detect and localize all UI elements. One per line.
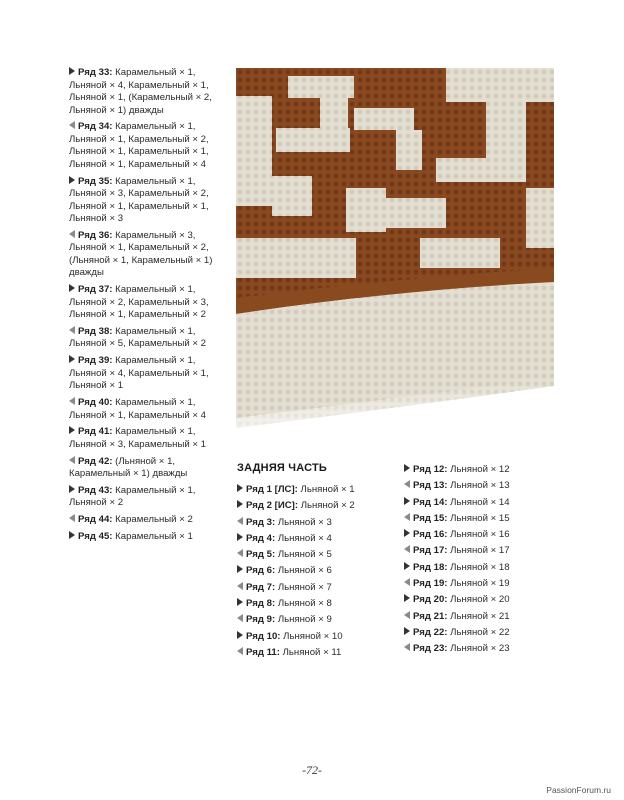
row-text: Льняной × 11 bbox=[282, 646, 342, 658]
arrow-right-icon bbox=[404, 627, 410, 635]
row-label: Ряд 19: bbox=[413, 578, 448, 590]
row-label: Ряд 44: bbox=[78, 514, 113, 526]
row-label: Ряд 10: bbox=[246, 630, 281, 642]
row-text: Льняной × 8 bbox=[277, 598, 332, 610]
row-text: Карамельный × 1, Льняной × 2 bbox=[69, 484, 196, 509]
row-label: Ряд 11: bbox=[246, 646, 280, 658]
row-label: Ряд 42: bbox=[78, 455, 113, 467]
row-label: Ряд 4: bbox=[246, 532, 276, 544]
pattern-row bbox=[404, 545, 564, 558]
pattern-row bbox=[69, 67, 229, 117]
row-label: Ряд 7: bbox=[246, 581, 276, 593]
row-label: Ряд 23: bbox=[413, 643, 448, 655]
row-text: Льняной × 4 bbox=[277, 532, 332, 544]
row-text: Карамельный × 1, Льняной × 4, Карамельный × 1, Льняной × 1 bbox=[69, 355, 209, 392]
row-label: Ряд 1 [ЛС]: bbox=[246, 484, 298, 495]
row-label: Ряд 13: bbox=[413, 480, 448, 492]
arrow-right-icon bbox=[404, 497, 410, 505]
pattern-row bbox=[69, 230, 229, 280]
row-text: Карамельный × 1, Льняной × 2, Карамельный × 3, Льняной × 1, Карамельный × 2 bbox=[69, 284, 209, 321]
arrow-right-icon bbox=[237, 565, 243, 573]
pattern-row bbox=[237, 500, 397, 513]
row-text: (Льняной × 1, Карамельный × 1) дважды bbox=[69, 455, 188, 480]
arrow-left-icon bbox=[237, 614, 243, 622]
row-text: Льняной × 12 bbox=[450, 464, 510, 475]
row-label: Ряд 15: bbox=[413, 512, 448, 524]
arrow-right-icon bbox=[69, 176, 75, 184]
row-label: Ряд 37: bbox=[78, 284, 113, 296]
arrow-right-icon bbox=[237, 598, 243, 606]
arrow-right-icon bbox=[237, 631, 243, 639]
pattern-row bbox=[69, 426, 229, 451]
arrow-right-icon bbox=[237, 484, 243, 492]
arrow-right-icon bbox=[237, 500, 243, 508]
arrow-right-icon bbox=[404, 464, 410, 472]
row-text: Льняной × 18 bbox=[450, 561, 510, 573]
page-number: -72- bbox=[302, 763, 322, 777]
pattern-row bbox=[404, 480, 564, 493]
row-label: Ряд 41: bbox=[78, 426, 113, 438]
row-text: Карамельный × 1 bbox=[115, 531, 193, 543]
arrow-left-icon bbox=[69, 121, 75, 129]
arrow-left-icon bbox=[404, 545, 410, 553]
row-label: Ряд 20: bbox=[413, 594, 448, 606]
row-label: Ряд 3: bbox=[246, 516, 276, 528]
row-label: Ряд 34: bbox=[78, 121, 113, 133]
row-text: Льняной × 13 bbox=[450, 480, 510, 492]
row-text: Льняной × 5 bbox=[277, 549, 332, 561]
arrow-left-icon bbox=[404, 513, 410, 521]
row-label: Ряд 21: bbox=[413, 610, 448, 622]
row-text: Льняной × 22 bbox=[450, 626, 510, 638]
pattern-row bbox=[237, 484, 397, 497]
pattern-row bbox=[237, 614, 397, 627]
pattern-row bbox=[237, 565, 397, 578]
pattern-row bbox=[404, 562, 564, 575]
pattern-row bbox=[69, 397, 229, 422]
arrow-right-icon bbox=[69, 531, 75, 539]
row-text: Льняной × 14 bbox=[450, 496, 510, 508]
arrow-left-icon bbox=[237, 517, 243, 525]
row-label: Ряд 39: bbox=[78, 355, 113, 367]
arrow-left-icon bbox=[69, 456, 75, 464]
row-text: Льняной × 10 bbox=[283, 630, 343, 642]
pattern-row bbox=[69, 456, 229, 481]
row-label: Ряд 9: bbox=[246, 614, 276, 626]
row-text: Льняной × 19 bbox=[450, 578, 510, 590]
section-title: ЗАДНЯЯ ЧАСТЬ bbox=[237, 462, 327, 474]
row-label: Ряд 45: bbox=[78, 531, 113, 543]
arrow-right-icon bbox=[404, 562, 410, 570]
right-pattern-column bbox=[404, 464, 564, 660]
arrow-right-icon bbox=[69, 355, 75, 363]
row-label: Ряд 17: bbox=[413, 545, 448, 557]
row-label: Ряд 33: bbox=[78, 67, 113, 78]
arrow-left-icon bbox=[237, 647, 243, 655]
pattern-row bbox=[237, 647, 397, 660]
arrow-right-icon bbox=[237, 533, 243, 541]
row-text: Карамельный × 2 bbox=[115, 514, 193, 526]
row-text: Карамельный × 1, Льняной × 5, Карамельный × 2 bbox=[69, 325, 207, 350]
pattern-row bbox=[404, 578, 564, 591]
row-text: Льняной × 3 bbox=[277, 516, 332, 528]
pattern-row bbox=[69, 176, 229, 226]
pattern-row bbox=[69, 284, 229, 322]
arrow-right-icon bbox=[69, 284, 75, 292]
row-text: Льняной × 9 bbox=[277, 614, 332, 626]
pattern-row bbox=[237, 582, 397, 595]
pattern-row bbox=[237, 631, 397, 644]
row-text: Льняной × 2 bbox=[300, 500, 355, 512]
pattern-row bbox=[69, 355, 229, 393]
arrow-right-icon bbox=[69, 426, 75, 434]
row-label: Ряд 43: bbox=[78, 484, 113, 496]
pattern-row bbox=[404, 497, 564, 510]
arrow-left-icon bbox=[404, 611, 410, 619]
row-label: Ряд 16: bbox=[413, 529, 448, 541]
row-label: Ряд 22: bbox=[413, 626, 448, 638]
arrow-left-icon bbox=[69, 514, 75, 522]
arrow-right-icon bbox=[69, 67, 75, 75]
arrow-left-icon bbox=[404, 643, 410, 651]
pattern-row bbox=[69, 121, 229, 171]
row-label: Ряд 36: bbox=[78, 229, 113, 241]
row-text: Льняной × 17 bbox=[450, 545, 510, 557]
row-text: Льняной × 15 bbox=[450, 512, 510, 524]
pattern-row bbox=[69, 514, 229, 527]
arrow-right-icon bbox=[69, 485, 75, 493]
arrow-right-icon bbox=[404, 529, 410, 537]
row-text: Карамельный × 1, Льняной × 4, Карамельный × 1, Льняной × 1, (Карамельный × 2, Льняной × 1) дважды bbox=[69, 67, 212, 116]
row-text: Карамельный × 3, Льняной × 1, Карамельный × 2, (Льняной × 1, Карамельный × 1) дважды bbox=[69, 229, 213, 279]
arrow-left-icon bbox=[237, 582, 243, 590]
arrow-left-icon bbox=[69, 326, 75, 334]
pattern-row bbox=[69, 326, 229, 351]
crochet-pillow-photo bbox=[236, 68, 554, 450]
row-text: Льняной × 23 bbox=[450, 643, 510, 655]
pattern-row bbox=[404, 611, 564, 624]
row-label: Ряд 8: bbox=[246, 598, 276, 610]
row-label: Ряд 40: bbox=[78, 397, 113, 409]
pattern-row bbox=[404, 464, 564, 477]
pattern-row bbox=[69, 485, 229, 510]
row-label: Ряд 14: bbox=[413, 496, 448, 508]
pattern-row bbox=[237, 533, 397, 546]
row-label: Ряд 35: bbox=[78, 175, 113, 187]
pattern-row bbox=[237, 598, 397, 611]
row-text: Карамельный × 1, Льняной × 1, Карамельный × 2, Льняной × 1, Карамельный × 1, Льняной × 1, Карамельный × 4 bbox=[69, 121, 209, 170]
row-label: Ряд 5: bbox=[246, 549, 276, 561]
arrow-left-icon bbox=[404, 578, 410, 586]
arrow-left-icon bbox=[69, 397, 75, 405]
left-pattern-column bbox=[69, 67, 229, 548]
pattern-row bbox=[404, 529, 564, 542]
pattern-row bbox=[237, 517, 397, 530]
row-text: Льняной × 21 bbox=[450, 610, 510, 622]
arrow-left-icon bbox=[69, 230, 75, 238]
row-text: Карамельный × 1, Льняной × 3, Карамельный × 2, Льняной × 1, Карамельный × 1, Льняной × 3 bbox=[69, 175, 209, 225]
pattern-row bbox=[69, 531, 229, 544]
pattern-row bbox=[404, 643, 564, 656]
pattern-row bbox=[404, 627, 564, 640]
row-text: Карамельный × 1, Льняной × 1, Карамельный × 4 bbox=[69, 397, 207, 421]
row-label: Ряд 6: bbox=[246, 565, 276, 577]
row-label: Ряд 12: bbox=[413, 464, 448, 475]
row-label: Ряд 38: bbox=[78, 325, 113, 337]
arrow-left-icon bbox=[404, 480, 410, 488]
watermark: PassionForum.ru bbox=[546, 785, 611, 795]
row-label: Ряд 2 [ИС]: bbox=[246, 500, 299, 512]
pattern-row bbox=[237, 549, 397, 562]
row-text: Льняной × 16 bbox=[450, 529, 510, 541]
pattern-row bbox=[404, 513, 564, 526]
row-text: Карамельный × 1, Льняной × 3, Карамельный × 1 bbox=[69, 426, 207, 450]
row-label: Ряд 18: bbox=[413, 561, 448, 573]
row-text: Льняной × 20 bbox=[450, 594, 510, 606]
row-text: Льняной × 1 bbox=[300, 484, 355, 495]
arrow-right-icon bbox=[404, 594, 410, 602]
pattern-row bbox=[404, 594, 564, 607]
row-text: Льняной × 6 bbox=[277, 565, 332, 577]
mid-pattern-column bbox=[237, 484, 397, 663]
arrow-left-icon bbox=[237, 549, 243, 557]
row-text: Льняной × 7 bbox=[277, 581, 332, 593]
